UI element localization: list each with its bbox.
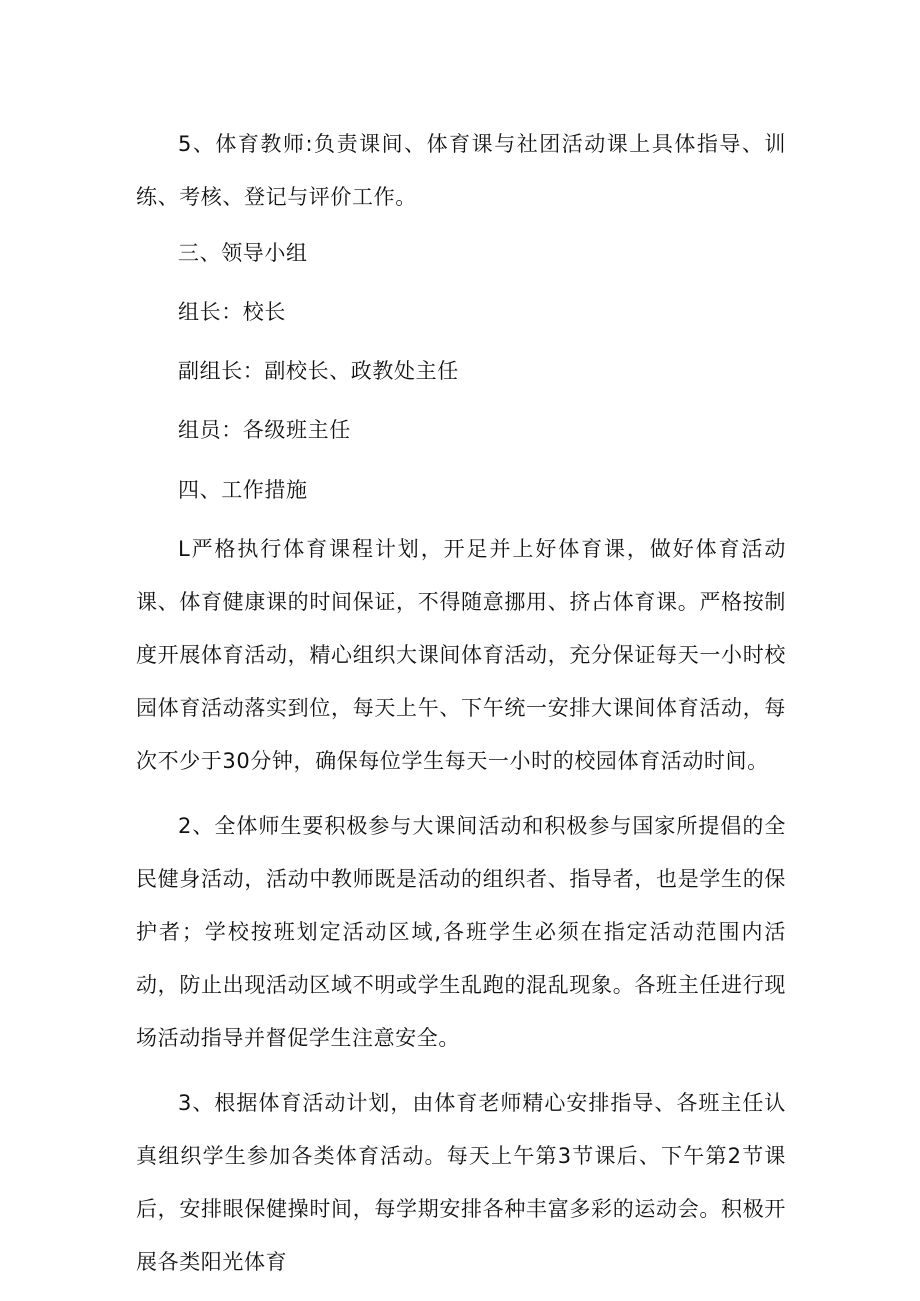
paragraph-pe-teacher-duties: 5、体育教师:负责课间、体育课与社团活动课上具体指导、训练、考核、登记与评价工作。 — [136, 132, 786, 209]
section-heading-leadership-group: 三、领导小组 — [178, 241, 308, 265]
paragraph-group-members: 组员：各级班主任 — [178, 418, 351, 442]
paragraph-measure-3: 3、根据体育活动计划，由体育老师精心安排指导、各班主任认真组织学生参加各类体育活动。每天上午第3节课后、下午第2节课后，安排眼保健操时间，每学期安排各种丰富多彩的运动会。积极开展各类阳光体育 — [136, 1091, 787, 1274]
paragraph-measure-1: L严格执行体育课程计划，开足并上好体育课，做好体育活动课、体育健康课的时间保证，不得随意挪用、挤占体育课。严格按制度开展体育活动，精心组织大课间体育活动，充分保证每天一小时校园体育活动落实到位，每天上午、下午统一安排大课间体育活动，每次不少于30分钟，确保每位学生每天一小时的校园体育活动时间。 — [136, 537, 786, 773]
paragraph-deputy-leader: 副组长：副校长、政教处主任 — [178, 359, 459, 383]
section-heading-work-measures: 四、工作措施 — [178, 478, 308, 502]
paragraph-measure-2: 2、全体师生要积极参与大课间活动和积极参与国家所提倡的全民健身活动，活动中教师既是活动的组织者、指导者，也是学生的保护者；学校按班划定活动区域,各班学生必须在指定活动范围内活动，防止出现活动区域不明或学生乱跑的混乱现象。各班主任进行现场活动指导并督促学生注意安全。 — [136, 814, 786, 1050]
paragraph-group-leader: 组长：校长 — [178, 300, 286, 324]
